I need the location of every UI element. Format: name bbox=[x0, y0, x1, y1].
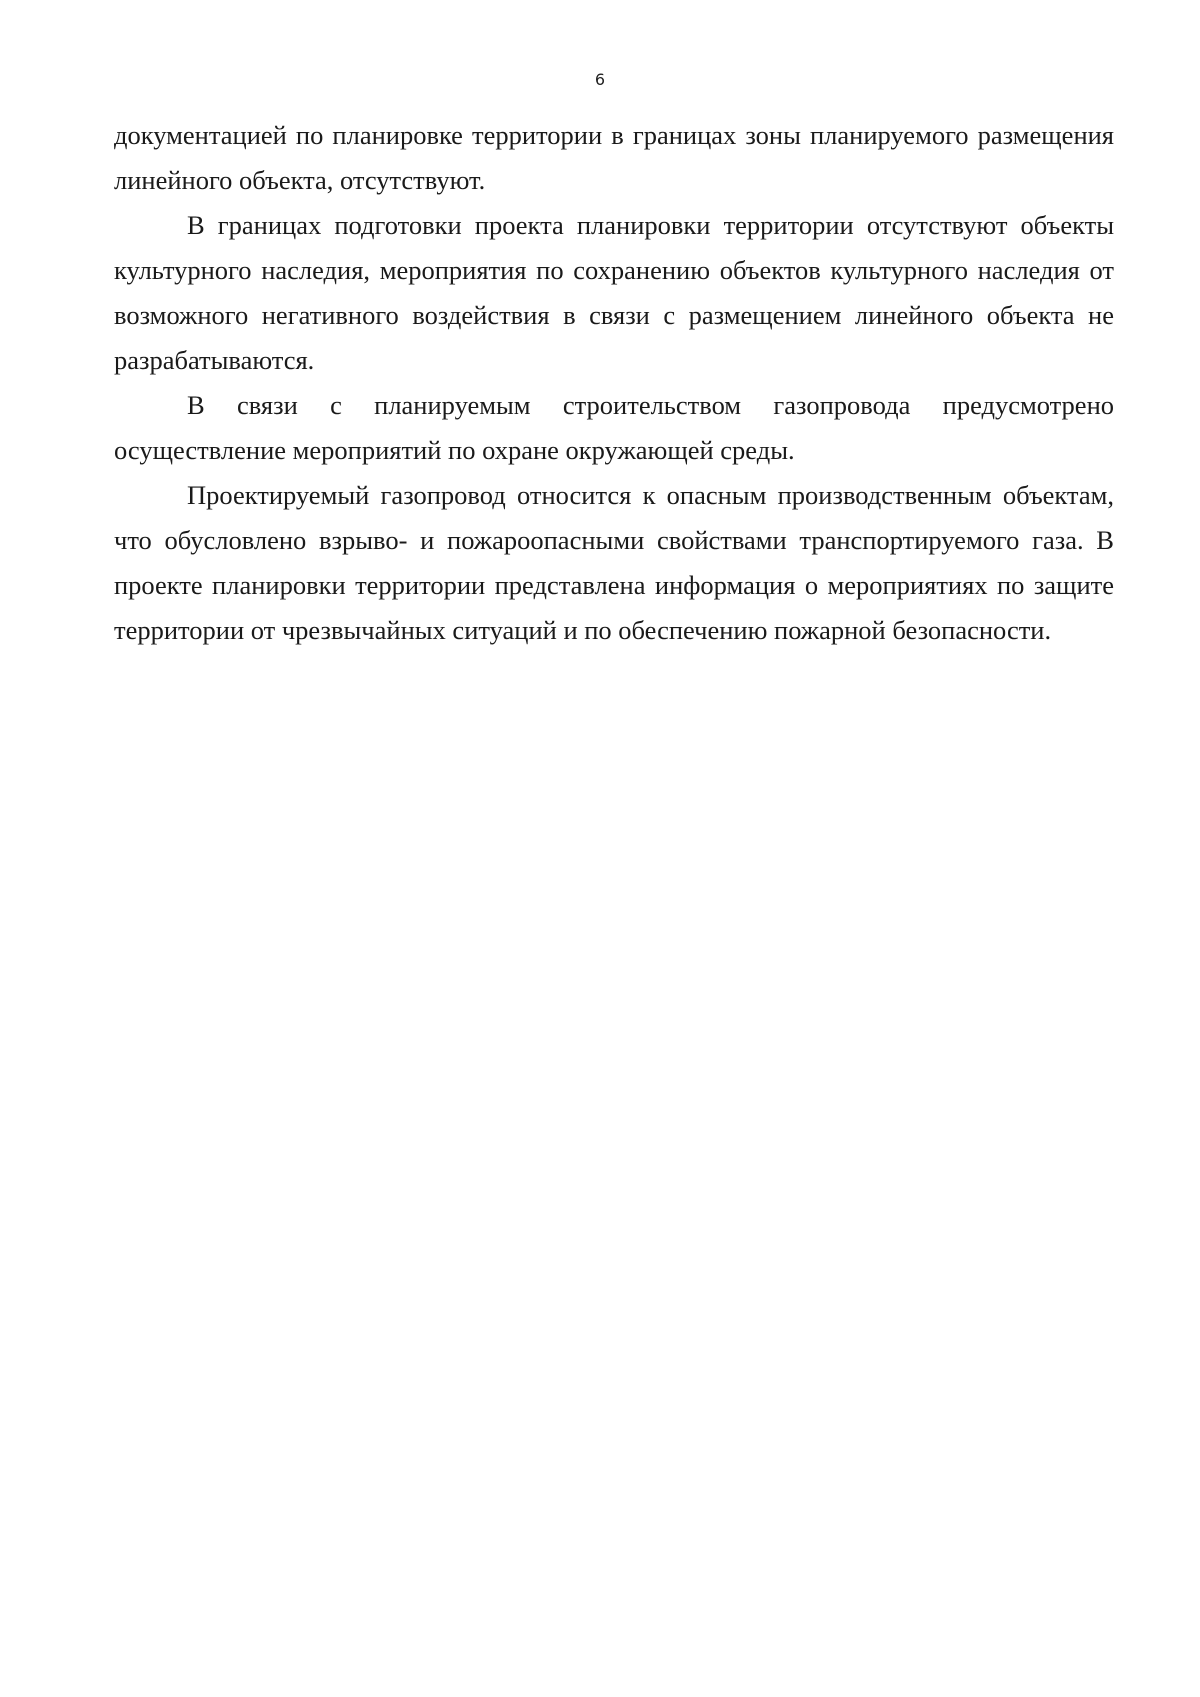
paragraph-continuation: документацией по планировке территории в границах зоны планируемого размещения линейного объекта, отсутствуют. bbox=[114, 120, 1114, 195]
paragraph-environment: В связи с планируемым строительством газопровода предусмотрено осуществление мероприятий по охране окружающей среды. bbox=[114, 390, 1114, 465]
page-number: 6 bbox=[594, 70, 606, 89]
paragraph-safety: Проектируемый газопровод относится к опасным производственным объектам, что обусловлено взрыво- и пожароопасными свойствами транспортируемого газа. В проекте планировки территории представлена информация о мероприятиях по защите территории от чрезвычайных ситуаций и по обеспечению пожарной безопасности. bbox=[114, 480, 1114, 645]
paragraph-cultural-heritage: В границах подготовки проекта планировки территории отсутствуют объекты культурного наследия, мероприятия по сохранению объектов культурного наследия от возможного негативного воздействия в связи с размещением линейного объекта не разрабатываются. bbox=[114, 210, 1114, 375]
document-body bbox=[114, 113, 1114, 653]
